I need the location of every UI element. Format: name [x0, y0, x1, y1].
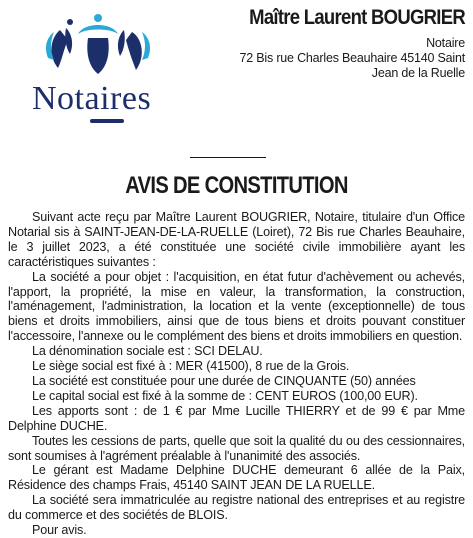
logo-wordmark: Notaires — [32, 80, 152, 117]
notice-paragraph: Le capital social est fixé à la somme de : CENT EUROS (100,00 EUR). — [32, 388, 418, 403]
logo-underline-bar — [90, 119, 124, 123]
notice-paragraph: La société est constituée pour une durée de CINQUANTE (50) années — [32, 373, 416, 388]
office-address-line1: 72 Bis rue Charles Beauhaire 45140 Saint — [239, 51, 465, 65]
notice-title: AVIS DE CONSTITUTION — [125, 172, 348, 199]
office-role: Notaire — [426, 36, 465, 50]
office-address-line2: Jean de la Ruelle — [371, 66, 465, 80]
notaires-emblem-icon — [28, 8, 178, 88]
notice-paragraph: Le gérant est Madame Delphine DUCHE demeurant 6 allée de la Paix, Résidence des champs Frais, 45140 SAINT JEAN DE LA RUELLE. — [8, 463, 465, 493]
office-header — [195, 6, 465, 81]
notaires-logo — [28, 8, 178, 126]
notice-paragraph: La société a pour objet : l'acquisition, en état futur d'achèvement ou achevés, l'apport, la propriété, la mise en valeur, la transformation, la construction, l'aménagement, l'administration, la location et la vente (exceptionnelle) de tous biens et droits immobiliers, ainsi que de tous biens et droits pouvant constituer l'accessoire, l'annexe ou le complément des biens et droits immobiliers en question. — [8, 269, 465, 344]
notice-paragraph: La société sera immatriculée au registre national des entreprises et au registre du commerce et des sociétés de BLOIS. — [8, 493, 465, 523]
notice-paragraph: Pour avis. — [32, 523, 87, 538]
notice-paragraph: Les apports sont : de 1 € par Mme Lucille THIERRY et de 99 € par Mme Delphine DUCHE. — [8, 403, 465, 433]
notice-paragraph: Toutes les cessions de parts, quelle que soit la qualité du ou des cessionnaires, sont soumises à l'agrément préalable à l'unanimité des associés. — [8, 433, 465, 463]
notice-paragraph: Le siège social est fixé à : MER (41500), 8 rue de la Grois. — [32, 359, 350, 374]
notice-paragraph: Suivant acte reçu par Maître Laurent BOUGRIER, Notaire, titulaire d'un Office Notarial sis à SAINT-JEAN-DE-LA-RUELLE (Loiret), 72 Bis rue Charles Beauhaire, le 3 juillet 2023, a été constituée une société civile immobilière ayant les caractéristiques suivantes : — [8, 210, 465, 269]
title-divider — [190, 157, 266, 158]
office-name: Maître Laurent BOUGRIER — [249, 6, 465, 29]
notice-body — [8, 210, 465, 538]
notice-paragraph: La dénomination sociale est : SCI DELAU. — [32, 344, 263, 359]
